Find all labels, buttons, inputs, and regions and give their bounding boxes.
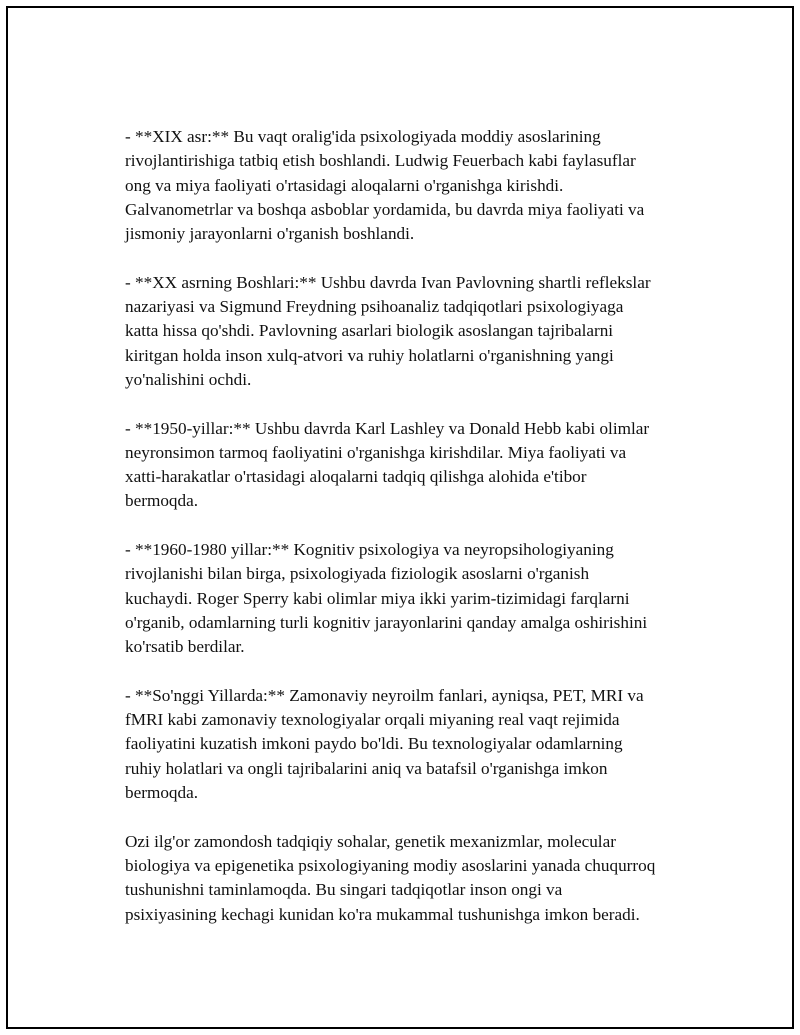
document-body — [125, 125, 705, 927]
paragraph-1950s: - **1950-yillar:** Ushbu davrda Karl Lashley va Donald Hebb kabi olimlar neyronsimon tarmoq faoliyatini o'rganishga kirishdilar. Miya faoliyati va xatti-harakatlar o'rtasidagi aloqalarni tadqiq qilishga alohida e'tibor bermoqda. — [125, 418, 650, 511]
paragraph-1960-1980: - **1960-1980 yillar:** Kognitiv psixologiya va neyropsihologiyaning rivojlanishi bilan birga, psixologiyada fiziologik asoslarni o'rganish kuchaydi. Roger Sperry kabi olimlar miya ikki yarim-tizimidagi farqlarni o'rganib, odamlarning turli kognitiv jarayonlarini qanday amalga oshirishini ko'rsatib berdilar. — [125, 540, 648, 657]
page-frame — [6, 6, 794, 1029]
paragraph-early-xx-century: - **XX asrning Boshlari:** Ushbu davrda Ivan Pavlovning shartli reflekslar nazariyasi va Sigmund Freydning psihoanaliz tadqiqotlari psixologiyaga katta hissa qo'shdi. Pavlovning asarlari biologik asoslangan tajribalarni kiritgan holda inson xulq-atvori va ruhiy holatlarni o'rganishning yangi yo'nalishini ochdi. — [125, 272, 651, 389]
paragraph-xix-century: - **XIX asr:** Bu vaqt oralig'ida psixologiyada moddiy asoslarining rivojlantirishiga tatbiq etish boshlandi. Ludwig Feuerbach kabi faylasuflar ong va miya faoliyati o'rtasidagi aloqalarni o'rganishga kirishdi. Galvanometrlar va boshqa asboblar yordamida, bu davrda miya faoliyati va jismoniy jarayonlarni o'rganish boshlandi. — [125, 127, 645, 244]
paragraph-recent-years: - **So'nggi Yillarda:** Zamonaviy neyroilm fanlari, ayniqsa, PET, MRI va fMRI kabi zamonaviy texnologiyalar orqali miyaning real vaqt rejimida faoliyatini kuzatish imkoni paydo bo'ldi. Bu texnologiyalar odamlarning ruhiy holatlari va ongli tajribalarini aniq va batafsil o'rganishga imkon bermoqda. — [125, 685, 644, 803]
paragraph-conclusion: Ozi ilg'or zamondosh tadqiqiy sohalar, genetik mexanizmlar, molecular biologiya va epigenetika psixologiyaning modiy asoslarini yanada chuqurroq tushunishni taminlamoqda. Bu singari tadqiqotlar inson ongi va psixiyasining kechagi kunidan ko'ra mukammal tushunishga imkon beradi. — [125, 831, 656, 924]
